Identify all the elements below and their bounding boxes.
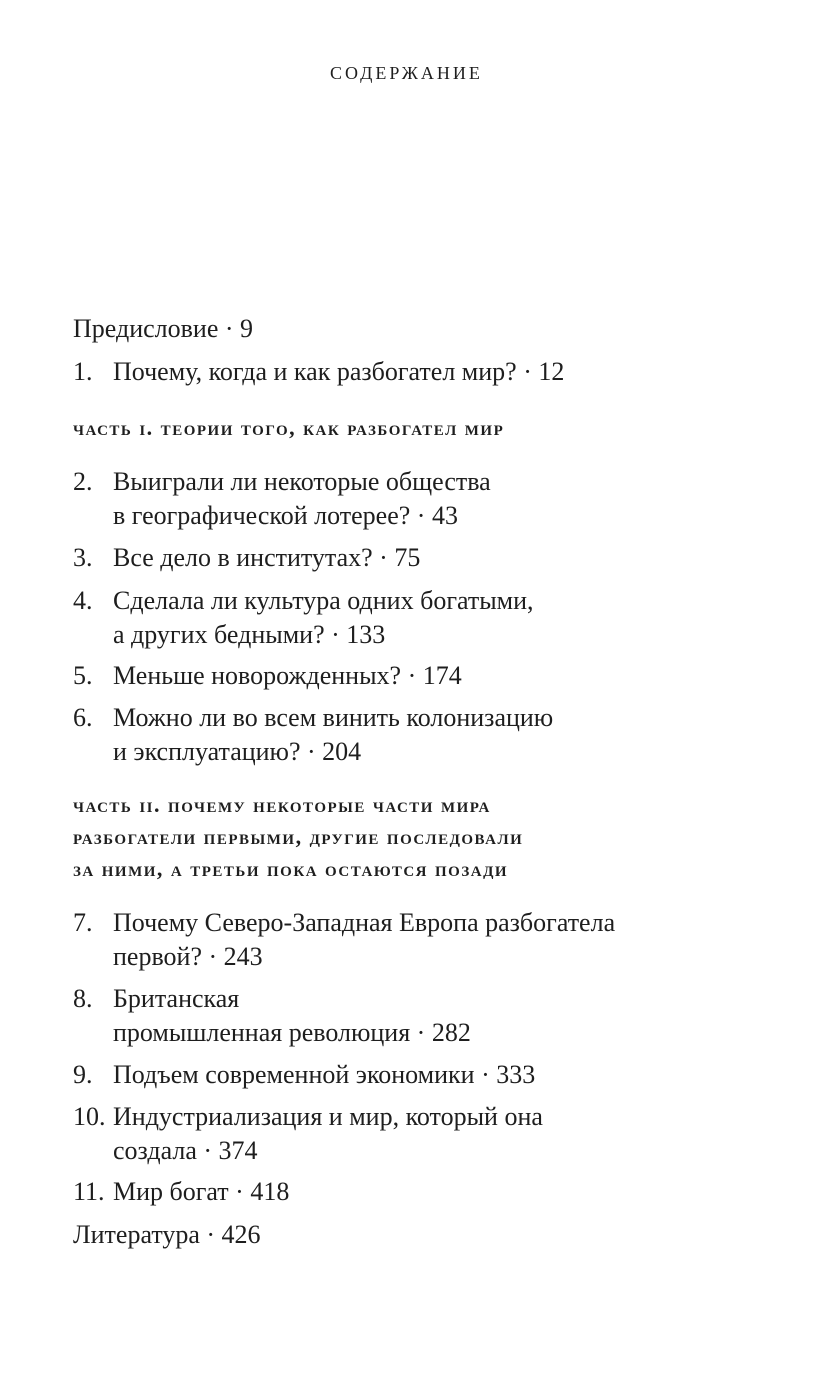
toc-entry-chapter-6[interactable]	[73, 701, 773, 769]
toc-entry-literature[interactable]	[73, 1218, 773, 1252]
chapter-number: 5.	[73, 661, 93, 690]
chapter-title: Почему Северо-Западная Европа разбогатела	[113, 908, 616, 937]
toc-part-2[interactable]	[73, 789, 773, 885]
chapter-title: Сделала ли культура одних богатыми,	[113, 586, 534, 615]
toc-entry-chapter-1[interactable]	[73, 355, 773, 389]
chapter-title-continued: и эксплуатацию? · 204	[113, 737, 362, 766]
chapter-title-continued: в географической лотерее? · 43	[113, 501, 458, 530]
toc-entry-chapter-3[interactable]	[73, 541, 773, 575]
toc-entry-label: Литература · 426	[73, 1220, 261, 1249]
toc-entry-chapter-11[interactable]	[73, 1175, 773, 1209]
chapter-title-continued: создала · 374	[113, 1136, 258, 1165]
chapter-number: 8.	[73, 984, 93, 1013]
toc-entry-chapter-8[interactable]	[73, 982, 773, 1050]
part-title: часть i. теории того, как разбогател мир	[73, 415, 505, 440]
toc-entry-chapter-5[interactable]	[73, 659, 773, 693]
chapter-title: Подъем современной экономики · 333	[113, 1060, 536, 1089]
chapter-number: 6.	[73, 703, 93, 732]
chapter-title-continued: а других бедными? · 133	[113, 620, 386, 649]
toc-entry-chapter-10[interactable]	[73, 1100, 773, 1168]
chapter-number: 11.	[73, 1177, 105, 1206]
chapter-title: Меньше новорожденных? · 174	[113, 661, 462, 690]
toc-entry-label: Предисловие · 9	[73, 314, 254, 343]
toc-entry-chapter-2[interactable]	[73, 465, 773, 533]
chapter-number: 7.	[73, 908, 93, 937]
toc-entry-chapter-7[interactable]	[73, 906, 773, 974]
chapter-number: 9.	[73, 1060, 93, 1089]
chapter-number: 3.	[73, 543, 93, 572]
chapter-title-continued: первой? · 243	[113, 942, 263, 971]
chapter-title: Мир богат · 418	[113, 1177, 290, 1206]
chapter-number: 1.	[73, 357, 93, 386]
toc-entry-preface[interactable]	[73, 312, 773, 346]
chapter-title: Можно ли во всем винить колонизацию	[113, 703, 554, 732]
toc-entry-chapter-4[interactable]	[73, 584, 773, 652]
part-title: часть ii. почему некоторые части мира	[73, 792, 491, 817]
chapter-number: 4.	[73, 586, 93, 615]
page-title: содержание	[330, 58, 483, 85]
part-title-continued: за ними, а третьи пока остаются позади	[73, 856, 509, 881]
chapter-title: Индустриализация и мир, который она	[113, 1102, 543, 1131]
chapter-title: Все дело в институтах? · 75	[113, 543, 421, 572]
toc-part-1[interactable]	[73, 412, 773, 444]
chapter-title: Британская	[113, 984, 240, 1013]
chapter-title: Почему, когда и как разбогател мир? · 12	[113, 357, 565, 386]
chapter-number: 2.	[73, 467, 93, 496]
toc-entry-chapter-9[interactable]	[73, 1058, 773, 1092]
chapter-title: Выиграли ли некоторые общества	[113, 467, 491, 496]
chapter-title-continued: промышленная революция · 282	[113, 1018, 471, 1047]
chapter-number: 10.	[73, 1102, 106, 1131]
part-title-continued: разбогатели первыми, другие последовали	[73, 824, 524, 849]
